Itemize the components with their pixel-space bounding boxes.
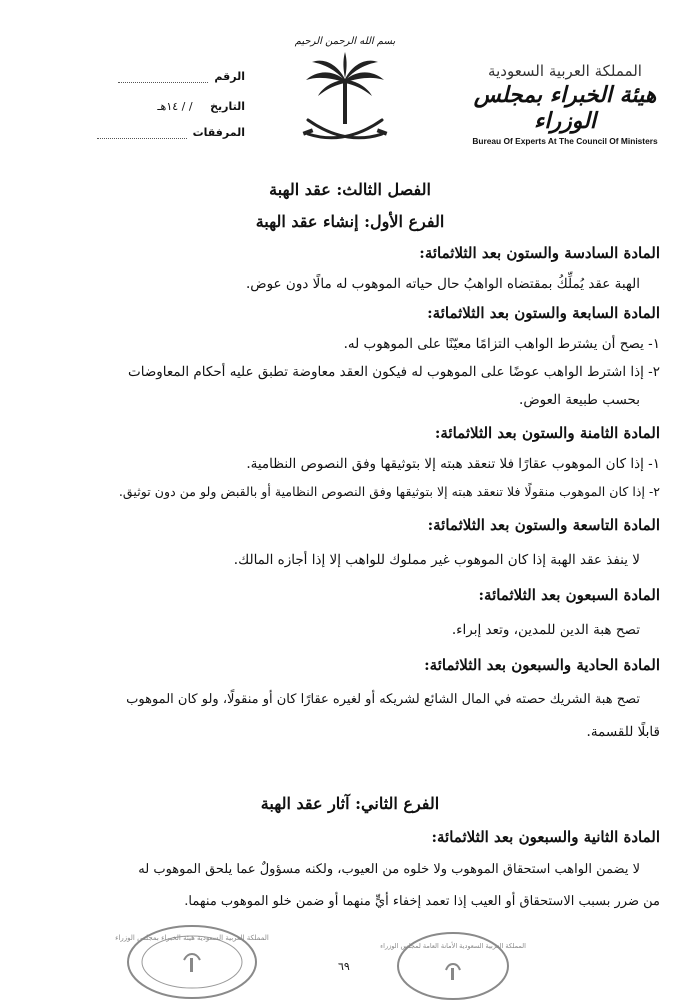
stamp-right-text: المملكة العربية السعودية الأمانة العامة لمجلس الوزراء [380,942,526,950]
issuer-block [465,62,665,146]
attachments-row [97,126,245,139]
article-text: قابلًا للقسمة. [586,724,660,740]
date-label: التاريخ [210,100,245,113]
page-number: ٦٩ [338,960,350,973]
article-text: لا يضمن الواهب استحقاق الموهوب ولا خلوه من العيوب، ولكنه مسؤولٌ عما يلحق الموهوب له [138,862,640,877]
article-text: ١- يصح أن يشترط الواهب التزامًا معيّنًا على الموهوب له. [343,336,660,352]
number-row [118,70,245,83]
article-text: ٢- إذا اشترط الواهب عوضًا على الموهوب له فيكون العقد معاوضة تطبق عليه أحكام المعاوضات [128,364,660,380]
article-title: المادة التاسعة والستون بعد الثلاثمائة: [427,516,660,534]
article-text: تصح هبة الدين للمدين، وتعد إبراء. [451,622,640,638]
official-stamp-right [380,924,526,1000]
article-title: المادة السادسة والستون بعد الثلاثمائة: [419,244,660,262]
article-text: ١- إذا كان الموهوب عقارًا فلا تنعقد هبته إلا بتوثيقها وفق النصوص النظامية. [246,456,660,472]
article-title: المادة السابعة والستون بعد الثلاثمائة: [427,304,660,322]
article-title: المادة الحادية والسبعون بعد الثلاثمائة: [424,656,660,674]
section-title-2: الفرع الثاني: آثار عقد الهبة [260,794,440,813]
article-text: لا ينفذ عقد الهبة إذا كان الموهوب غير مملوك للواهب إلا إذا أجازه المالك. [233,552,640,568]
bureau-arabic-name: هيئة الخبراء بمجلس الوزراء [473,82,657,134]
article-text: الهبة عقد يُملِّكُ بمقتضاه الواهبُ حال حياته الموهوب له مالًا دون عوض. [245,276,640,292]
kingdom-name: المملكة العربية السعودية [488,62,642,80]
article-text: تصح هبة الشريك حصته في المال الشائع لشريكه أو لغيره عقارًا كان أو منقولًا، ولو كان الموهوب [126,692,640,707]
section-title-1: الفرع الأول: إنشاء عقد الهبة [255,212,445,231]
article-text: من ضرر بسبب الاستحقاق أو العيب إذا تعمد إخفاء أيٍّ منهما أو ضمن خلو الموهوب منهما. [184,894,660,909]
date-value: / / ١٤هـ [157,100,193,113]
chapter-title: الفصل الثالث: عقد الهبة [269,180,431,199]
bureau-english-name: Bureau Of Experts At The Council Of Ministers [472,136,658,146]
saudi-emblem [294,36,396,156]
palm-swords-icon [300,50,390,155]
stamp-left-text: المملكة العربية السعودية هيئة الخبراء بمجلس الوزراء [115,934,269,942]
article-title: المادة السبعون بعد الثلاثمائة: [478,586,660,604]
date-row [157,100,245,113]
article-title: المادة الثانية والسبعون بعد الثلاثمائة: [431,828,660,846]
official-stamp-left [115,918,269,1000]
article-text: بحسب طبيعة العوض. [519,392,640,408]
number-label: الرقم [214,70,245,83]
basmala: بسم الله الرحمن الرحيم [294,36,396,47]
attachments-label: المرفقات [192,126,245,139]
article-title: المادة الثامنة والستون بعد الثلاثمائة: [434,424,660,442]
article-text: ٢- إذا كان الموهوب منقولًا فلا تنعقد هبته إلا بتوثيقها وفق النصوص النظامية أو بالقبض ولو من دون توثيق. [118,484,660,499]
